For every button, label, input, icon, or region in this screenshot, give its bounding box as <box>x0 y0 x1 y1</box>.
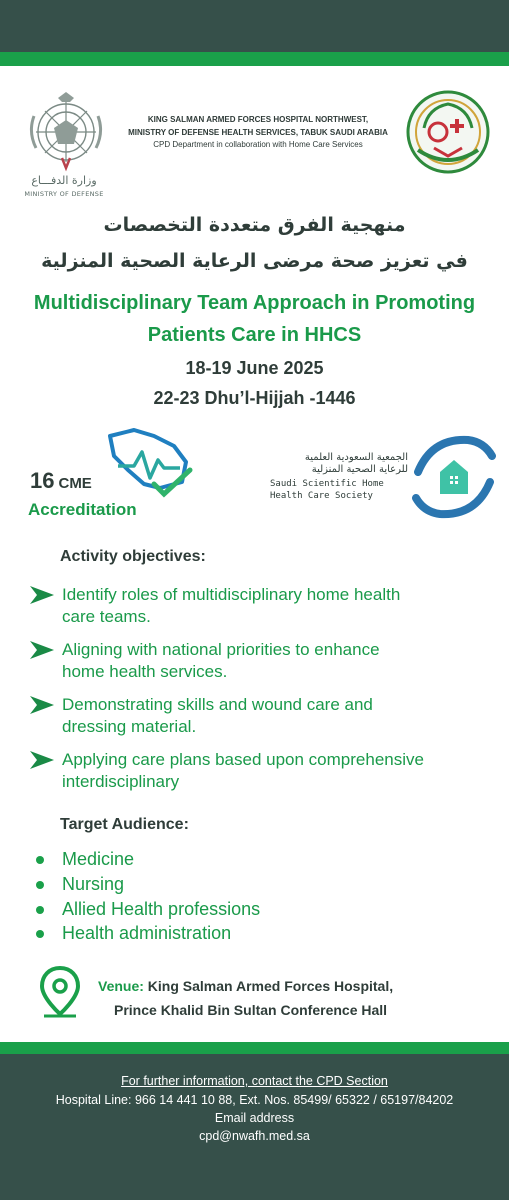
objective-3-line-2: dressing material. <box>62 717 197 736</box>
venue-label: Venue: <box>98 978 144 994</box>
cme-map-heartbeat-icon <box>104 426 196 498</box>
top-band <box>0 0 509 52</box>
header-line-1: KING SALMAN ARMED FORCES HOSPITAL NORTHWEST, <box>147 115 369 124</box>
ministry-name-english: MINISTRY OF DEFENSE <box>24 190 104 198</box>
objective-2-line-1: Aligning with national priorities to enhance <box>62 640 380 659</box>
home-care-hands-icon <box>412 432 496 522</box>
footer-email-address[interactable]: cpd@nwafh.med.sa <box>199 1129 310 1143</box>
society-en-line-1: Saudi Scientific Home <box>270 479 384 489</box>
bullet-dot-icon <box>36 881 44 889</box>
venue-name: King Salman Armed Forces Hospital, <box>147 978 394 994</box>
objective-4-line-2: interdisciplinary <box>62 772 180 791</box>
ministry-name-arabic: وزارة الدفـــاع <box>31 174 97 187</box>
society-en-line-2: Health Care Society <box>270 491 373 501</box>
date-gregorian: 18-19 June 2025 <box>185 358 324 378</box>
header-line-3: CPD Department in collaboration with Home Care Services <box>153 140 363 149</box>
audience-item <box>36 898 436 922</box>
objective-2-line-2: home health services. <box>62 662 228 681</box>
top-green-stripe <box>0 52 509 66</box>
objective-3-line-1: Demonstrating skills and wound care and <box>62 695 373 714</box>
society-ar-line-1: الجمعية السعودية العلمية <box>304 452 408 463</box>
cme-unit: CME <box>58 475 92 492</box>
audience-item <box>36 873 436 897</box>
cme-number: 16 <box>30 468 55 493</box>
chevron-arrow-icon <box>30 696 54 714</box>
society-name-arabic <box>266 452 408 476</box>
footer-phone-line: Hospital Line: 966 14 441 10 88, Ext. Nos. 85499/ 65322 / 65197/84202 <box>55 1093 454 1107</box>
venue-line-1 <box>98 978 393 994</box>
activity-objectives-title: Activity objectives: <box>60 548 206 565</box>
location-pin-icon <box>40 966 80 1018</box>
objective-1-line-1: Identify roles of multidisciplinary home health <box>62 585 401 604</box>
society-ar-line-2: للرعاية الصحية المنزلية <box>311 464 408 475</box>
chevron-arrow-icon <box>30 751 54 769</box>
cme-accreditation-label: Accreditation <box>28 500 137 519</box>
audience-item <box>36 922 436 946</box>
hospital-header <box>118 114 398 152</box>
objective-4-line-1: Applying care plans based upon comprehensive <box>62 750 424 769</box>
audience-label: Nursing <box>62 874 125 894</box>
bullet-dot-icon <box>36 906 44 914</box>
cme-hours <box>30 468 92 494</box>
footer-email-label: Email address <box>214 1111 295 1125</box>
objective-1-line-2: care teams. <box>62 607 151 626</box>
header-line-2: MINISTRY OF DEFENSE HEALTH SERVICES, TABUK SAUDI ARABIA <box>128 127 388 137</box>
title-english-line-1: Multidisciplinary Team Approach in Promoting <box>33 292 476 314</box>
bottom-green-stripe <box>0 1042 509 1054</box>
title-english-line-2: Patients Care in HHCS <box>147 324 362 346</box>
footer-contact-heading: For further information, contact the CPD Section <box>121 1074 388 1088</box>
society-name-english <box>270 478 410 502</box>
date-hijri: 22-23 Dhu’l-Hijjah -1446 <box>153 388 356 408</box>
audience-label: Health administration <box>62 923 232 943</box>
bullet-dot-icon <box>36 930 44 938</box>
audience-item <box>36 848 436 872</box>
target-audience-title: Target Audience: <box>60 816 189 833</box>
audience-label: Allied Health professions <box>62 899 261 919</box>
armed-forces-medical-services-emblem-icon <box>404 88 492 176</box>
venue-line-2: Prince Khalid Bin Sultan Conference Hall <box>114 1002 388 1018</box>
audience-label: Medicine <box>62 849 135 869</box>
chevron-arrow-icon <box>30 586 54 604</box>
title-arabic-line-2: في تعزيز صحة مرضى الرعاية الصحية المنزلية <box>41 250 468 272</box>
bullet-dot-icon <box>36 856 44 864</box>
title-arabic-line-1: منهجية الفرق متعددة التخصصات <box>103 214 406 236</box>
chevron-arrow-icon <box>30 641 54 659</box>
